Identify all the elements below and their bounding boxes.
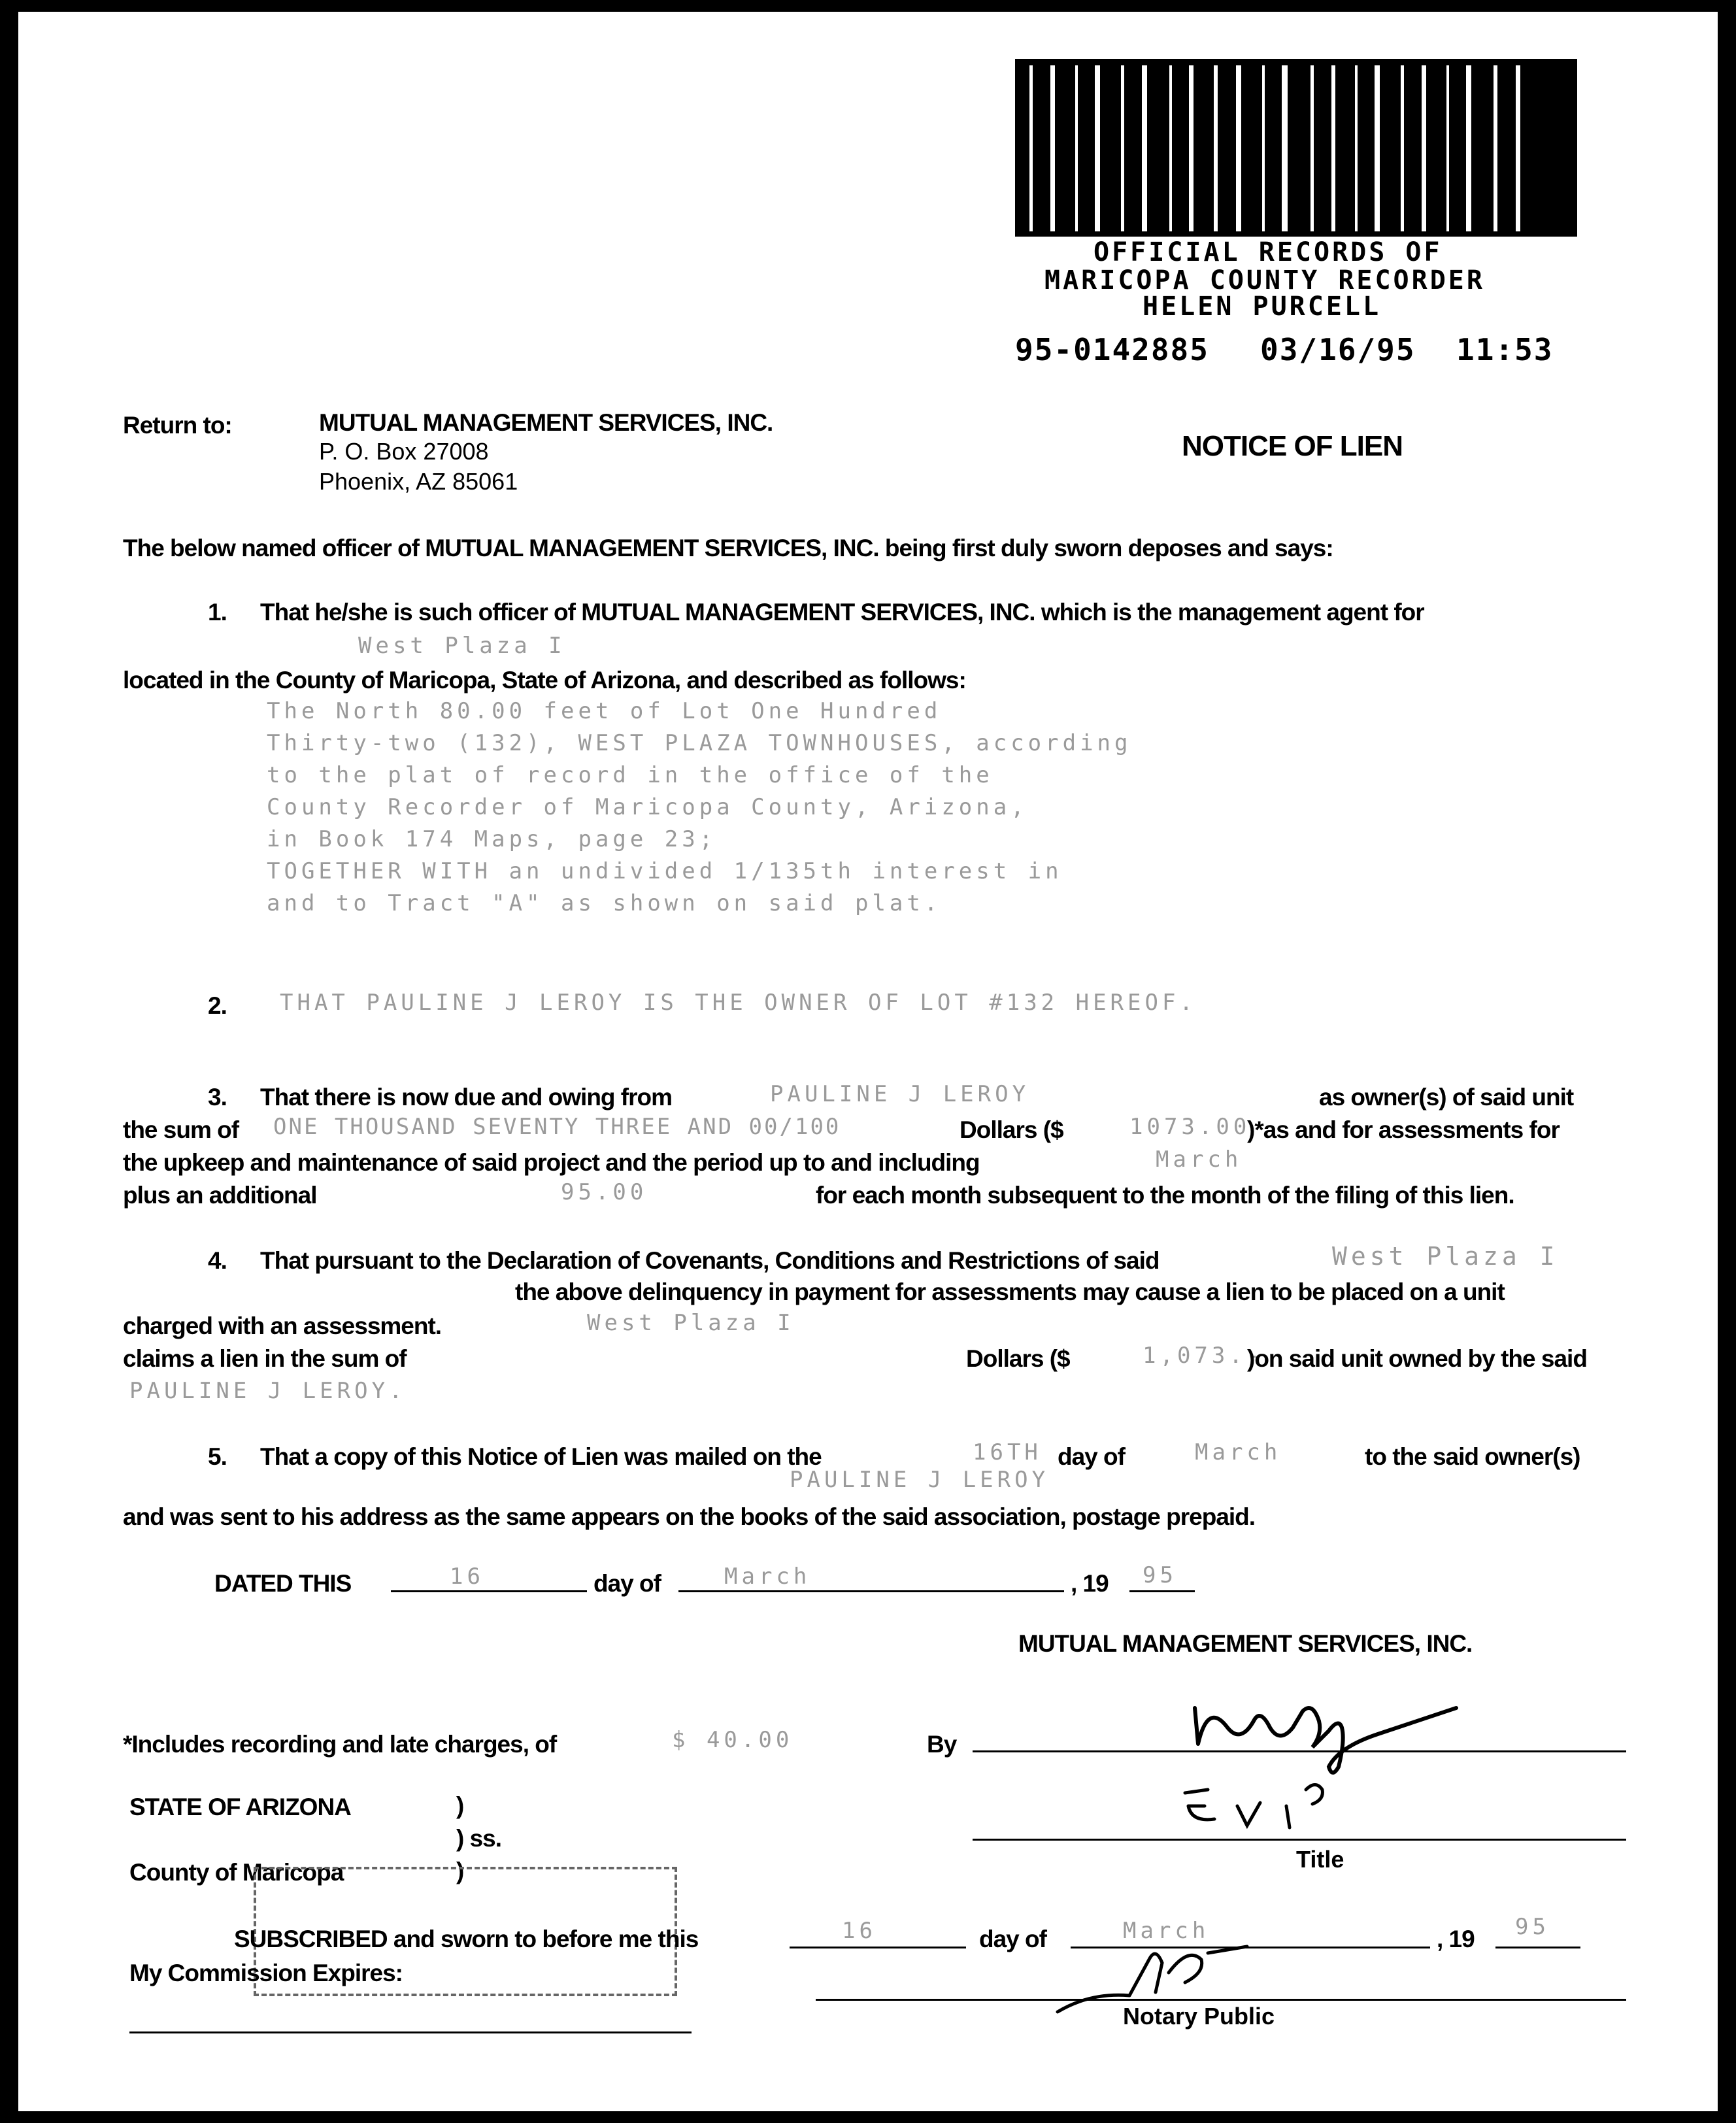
notary-state: STATE OF ARIZONA	[129, 1794, 351, 1820]
item-5-day: 16TH	[973, 1439, 1042, 1465]
item-1-association: West Plaza I	[358, 633, 566, 659]
recorder-line-3: HELEN PURCELL	[1143, 292, 1382, 322]
title-label: Title	[1296, 1846, 1344, 1873]
barcode-gap	[1310, 65, 1314, 231]
commission-line	[129, 2031, 692, 2033]
dated-year: 95	[1143, 1562, 1177, 1588]
notary-year-prefix: , 19	[1437, 1926, 1475, 1952]
item-1-number: 1.	[208, 599, 227, 626]
title-handwriting	[1175, 1777, 1371, 1835]
document-number: 95-0142885	[1015, 332, 1209, 367]
dated-day-of: day of	[593, 1570, 661, 1597]
recorder-line-1: OFFICIAL RECORDS OF	[1093, 237, 1443, 267]
item-1-location: located in the County of Maricopa, State of Arizona, and described as follows:	[123, 667, 966, 694]
item-3-through-month: March	[1156, 1146, 1243, 1173]
notary-day-line	[790, 1947, 966, 1948]
item-4-amount-number: 1,073.-	[1143, 1343, 1264, 1369]
item-3-text-e: the upkeep and maintenance of said project and the period up to and including	[123, 1149, 980, 1176]
recorder-line-2: MARICOPA COUNTY RECORDER	[1044, 265, 1485, 295]
notary-public-label: Notary Public	[1123, 2003, 1275, 2030]
barcode-gap	[1236, 65, 1241, 231]
notary-paren-1: )	[456, 1792, 464, 1819]
item-4-text-b: the above delinquency in payment for assessments may cause a lien to be placed on a unit	[515, 1279, 1505, 1305]
notary-county: County of Maricopa	[129, 1859, 344, 1886]
barcode-gap	[1121, 65, 1124, 231]
barcode-gap	[1375, 65, 1380, 231]
barcode-gap	[1029, 65, 1033, 231]
barcode-gap	[1169, 65, 1172, 231]
barcode-gap	[1214, 65, 1218, 231]
barcode-gap	[1050, 65, 1055, 231]
item-3-text-c: the sum of	[123, 1116, 239, 1143]
barcode-gap	[1189, 65, 1194, 231]
dated-year-line	[1129, 1590, 1195, 1592]
intro-text: The below named officer of MUTUAL MANAGEMENT SERVICES, INC. being first duly sworn deposes and says:	[123, 535, 1333, 561]
recording-date: 03/16/95	[1260, 332, 1416, 367]
by-label: By	[927, 1731, 957, 1758]
notary-month: March	[1123, 1918, 1210, 1944]
return-address-1: P. O. Box 27008	[319, 438, 489, 465]
item-3-dollars-label: Dollars ($	[960, 1116, 1063, 1143]
barcode-gap	[1422, 65, 1426, 231]
document-page	[18, 12, 1718, 2111]
barcode-gap	[1331, 65, 1335, 231]
item-3-text-g: for each month subsequent to the month of the filing of this lien.	[816, 1182, 1514, 1209]
recording-time: 11:53	[1456, 332, 1554, 367]
item-3-text-d: )*as and for assessments for	[1247, 1116, 1560, 1143]
item-5-text-a: That a copy of this Notice of Lien was mailed on the	[260, 1443, 822, 1470]
dated-label: DATED THIS	[214, 1570, 352, 1597]
notary-subscribed: SUBSCRIBED and sworn to before me this	[234, 1926, 699, 1952]
legal-description-line: County Recorder of Maricopa County, Arizona,	[267, 794, 1028, 820]
barcode-gap	[1466, 65, 1471, 231]
dated-day: 16	[450, 1563, 484, 1590]
return-address-2: Phoenix, AZ 85061	[319, 468, 518, 495]
item-4-text-d: claims a lien in the sum of	[123, 1345, 407, 1372]
barcode-gap	[1282, 65, 1288, 231]
legal-description-line: Thirty-two (132), WEST PLAZA TOWNHOUSES, according	[267, 730, 1132, 756]
barcode-gap	[1262, 65, 1265, 231]
item-1-text: That he/she is such officer of MUTUAL MANAGEMENT SERVICES, INC. which is the management agent for	[260, 599, 1424, 626]
barcode-gap	[1401, 65, 1404, 231]
item-4-dollars-label: Dollars ($	[966, 1345, 1070, 1372]
legal-description-line: and to Tract "A" as shown on said plat.	[267, 890, 942, 916]
item-4-association: West Plaza I	[1332, 1242, 1559, 1271]
notary-ss: ) ss.	[456, 1825, 502, 1852]
notary-commission: My Commission Expires:	[129, 1960, 403, 1986]
item-2-number: 2.	[208, 992, 227, 1019]
barcode-gap	[1446, 65, 1449, 231]
item-3-owner: PAULINE J LEROY	[770, 1081, 1030, 1107]
item-3-text-f: plus an additional	[123, 1182, 317, 1209]
item-3-monthly-amount: 95.00	[561, 1179, 648, 1205]
notary-day: 16	[842, 1918, 876, 1944]
item-2-text: THAT PAULINE J LEROY IS THE OWNER OF LOT #132 HEREOF.	[280, 990, 1197, 1016]
item-4-text-e: )on said unit owned by the said	[1247, 1345, 1587, 1372]
notary-year-line	[1495, 1947, 1580, 1948]
item-3-text-a: That there is now due and owing from	[260, 1084, 673, 1111]
dated-day-line	[391, 1590, 587, 1592]
barcode	[1015, 59, 1577, 237]
signature-company: MUTUAL MANAGEMENT SERVICES, INC.	[1018, 1630, 1473, 1657]
item-4-association-2: West Plaza I	[587, 1310, 795, 1336]
item-4-number: 4.	[208, 1247, 227, 1274]
item-3-amount-number: 1073.00	[1129, 1114, 1251, 1140]
includes-amount: $ 40.00	[672, 1727, 793, 1753]
legal-description-line: in Book 174 Maps, page 23;	[267, 826, 717, 852]
item-4-text-a: That pursuant to the Declaration of Covenants, Conditions and Restrictions of said	[260, 1247, 1160, 1274]
barcode-gap	[1095, 65, 1100, 231]
page-title: NOTICE OF LIEN	[1182, 430, 1403, 462]
item-5-number: 5.	[208, 1443, 227, 1470]
legal-description-line: The North 80.00 feet of Lot One Hundred	[267, 698, 942, 724]
notary-day-of: day of	[979, 1926, 1046, 1952]
dated-month: March	[724, 1563, 811, 1590]
item-4-owner: PAULINE J LEROY.	[129, 1378, 407, 1404]
dated-year-prefix: , 19	[1071, 1570, 1109, 1597]
officer-signature	[1182, 1682, 1482, 1780]
item-3-text-b: as owner(s) of said unit	[1319, 1084, 1574, 1111]
notary-paren-3: )	[456, 1858, 464, 1884]
item-5-text-d: and was sent to his address as the same appears on the books of the said association, postage prepaid.	[123, 1503, 1256, 1530]
item-5-text-c: to the said owner(s)	[1365, 1443, 1580, 1470]
barcode-gap	[1075, 65, 1078, 231]
item-5-month: March	[1195, 1439, 1282, 1465]
title-line	[973, 1839, 1626, 1841]
barcode-gap	[1494, 65, 1497, 231]
barcode-gap	[1142, 65, 1147, 231]
return-company: MUTUAL MANAGEMENT SERVICES, INC.	[319, 409, 773, 436]
legal-description-line: to the plat of record in the office of the	[267, 762, 993, 788]
barcode-gap	[1516, 65, 1520, 231]
item-5-text-b: day of	[1058, 1443, 1125, 1470]
item-4-text-c: charged with an assessment.	[123, 1312, 442, 1339]
return-to-label: Return to:	[123, 412, 232, 439]
item-5-owner: PAULINE J LEROY	[790, 1467, 1050, 1493]
barcode-gap	[1355, 65, 1358, 231]
notary-year: 95	[1515, 1914, 1550, 1940]
item-3-number: 3.	[208, 1084, 227, 1111]
dated-month-line	[678, 1590, 1064, 1592]
legal-description-line: TOGETHER WITH an undivided 1/135th interest in	[267, 858, 1063, 884]
item-3-amount-words: ONE THOUSAND SEVENTY THREE AND 00/100	[273, 1114, 841, 1140]
includes-label: *Includes recording and late charges, of	[123, 1731, 557, 1758]
